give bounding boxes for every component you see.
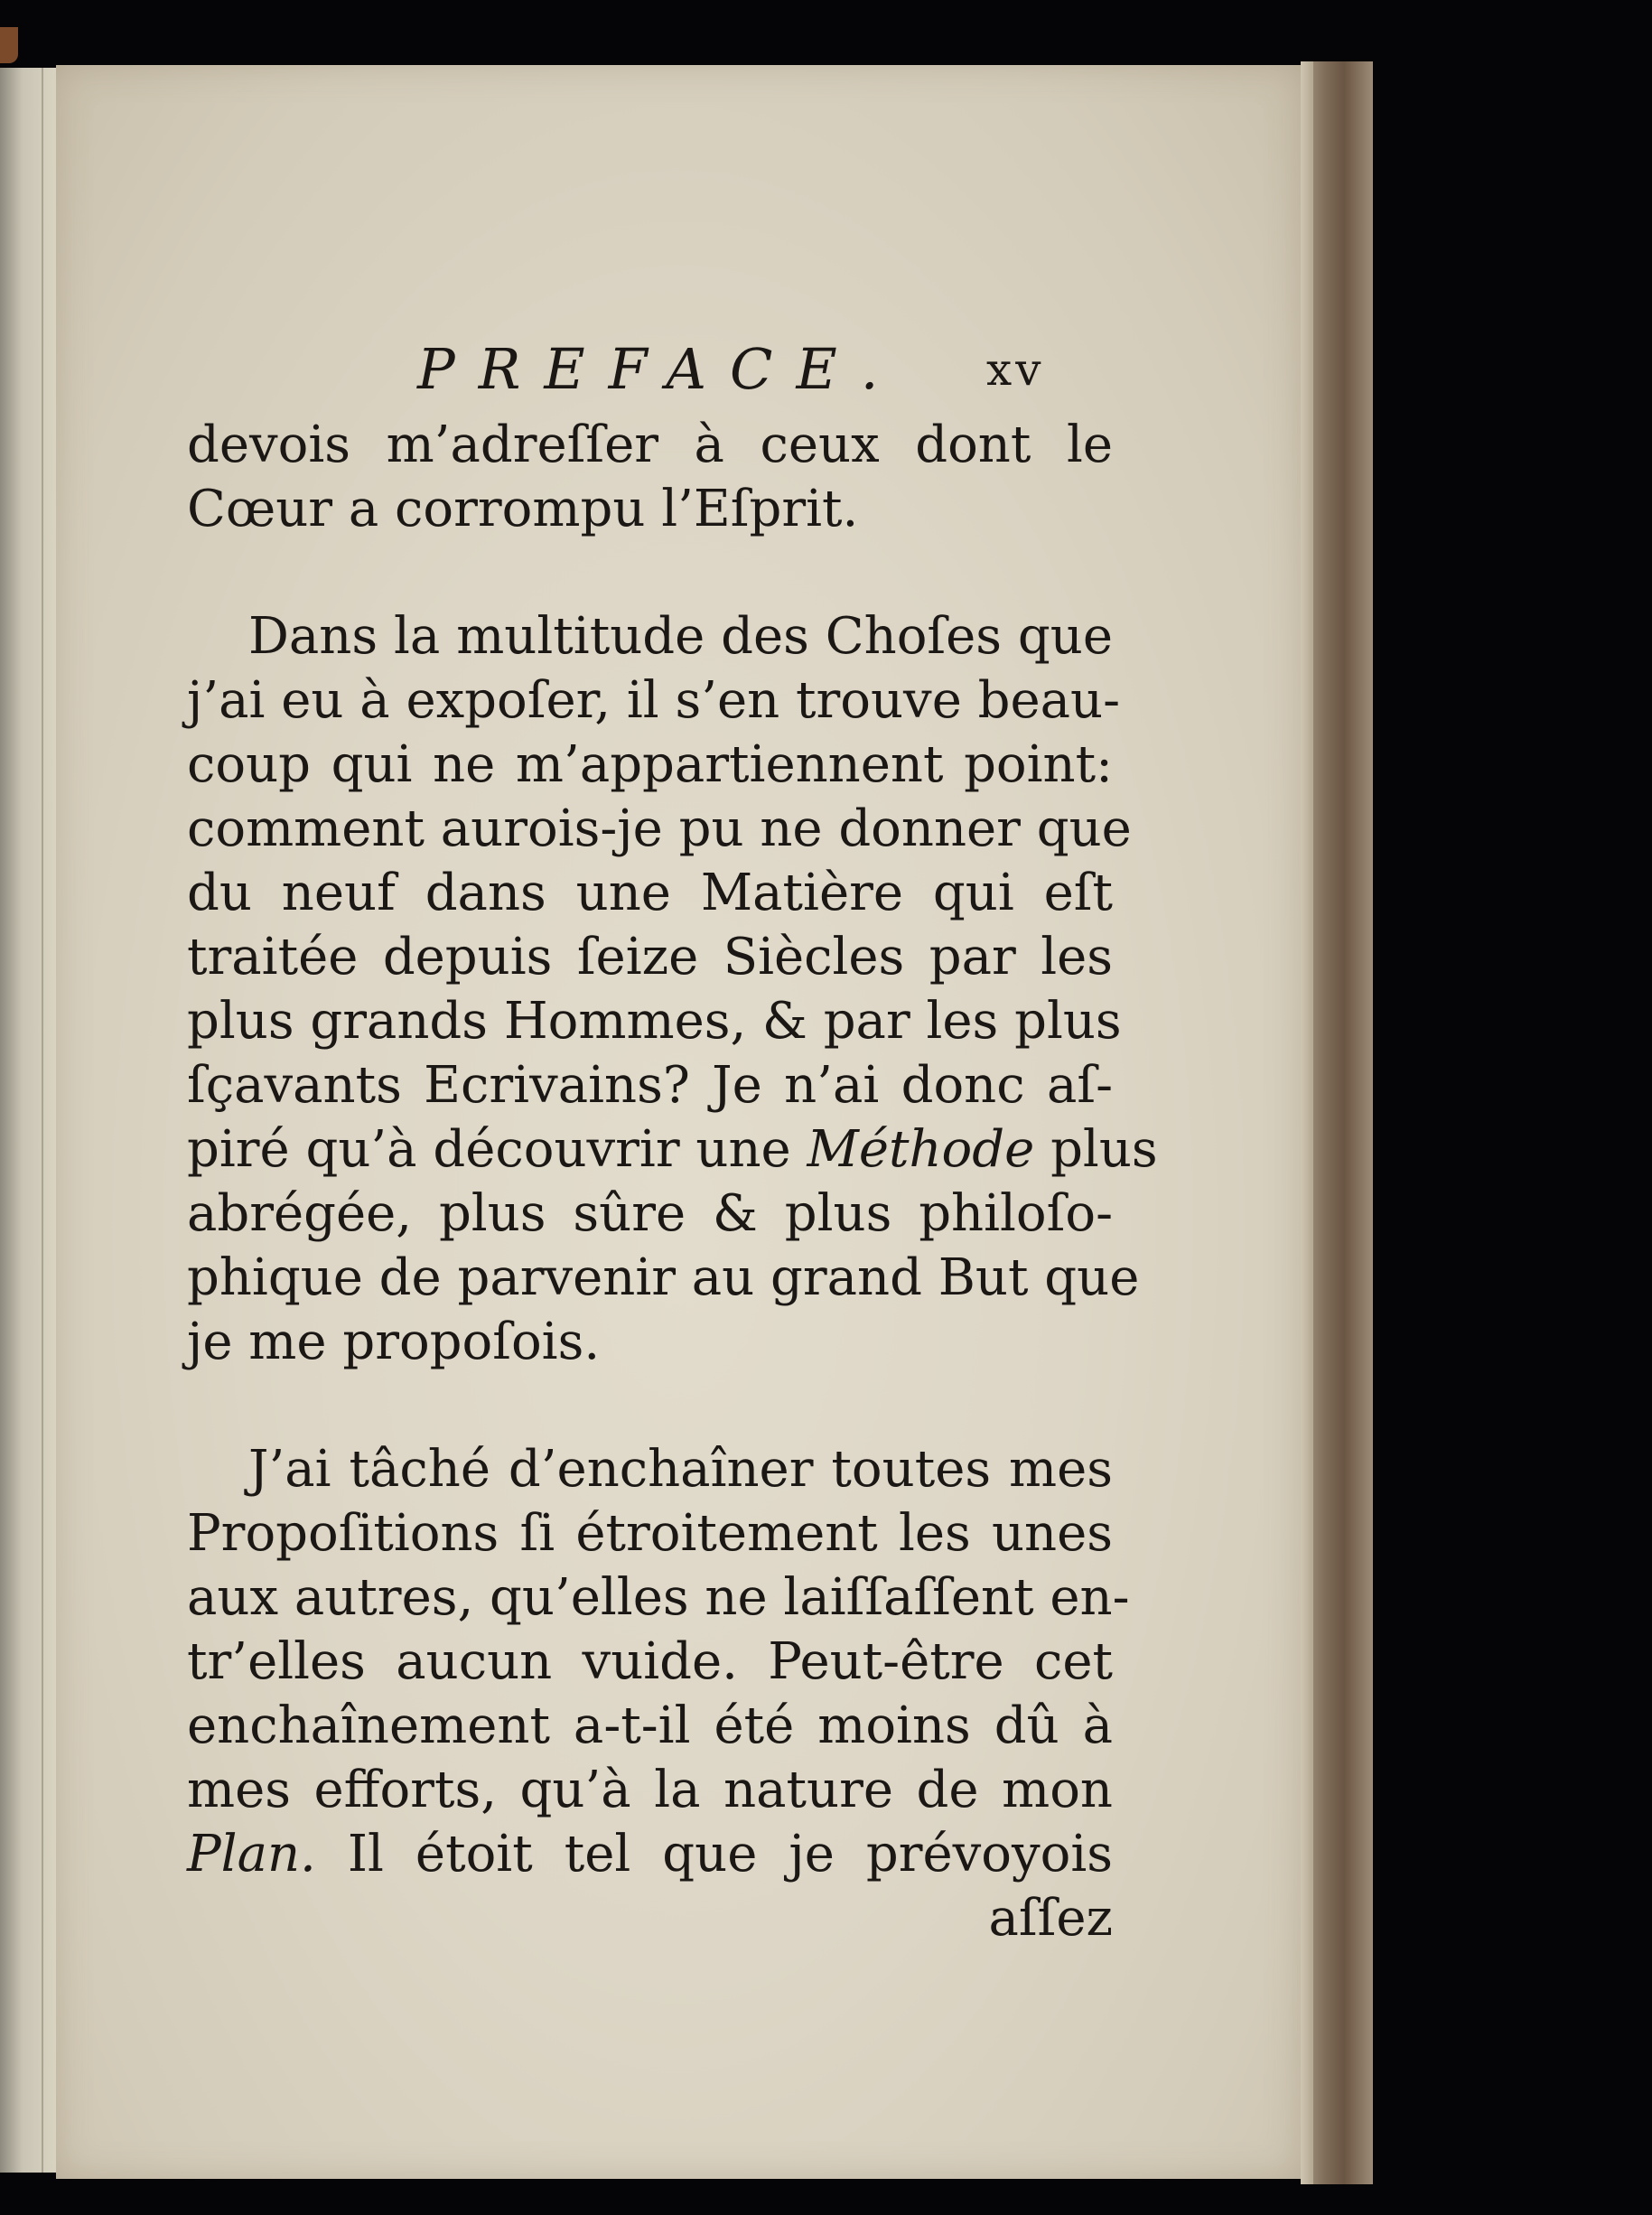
text-line: du neuf dans une Matière qui eſt xyxy=(187,864,1113,922)
paragraph-gap xyxy=(187,1374,1113,1437)
book-spine-edge xyxy=(1301,61,1373,2184)
facing-page-edge xyxy=(0,68,58,2173)
catchword: aſſez xyxy=(988,1889,1113,1948)
text-line: je me propoſois. xyxy=(187,1313,601,1371)
book-page xyxy=(56,65,1301,2179)
italic-word: Méthode xyxy=(807,1120,1035,1179)
text-line-with-italic xyxy=(187,1822,1113,1886)
text-line: mes efforts, qu’à la nature de mon xyxy=(187,1761,1113,1819)
text-line-with-italic xyxy=(187,1117,1158,1182)
text-line: enchaînement a-t-il été moins dû à xyxy=(187,1696,1113,1755)
page-number: xv xyxy=(986,343,1045,396)
text-line: aux autres, qu’elles ne laiſſaſſent en- xyxy=(187,1568,1130,1627)
text-line: Propoſitions ſi étroitement les unes xyxy=(187,1504,1113,1563)
text-line: J’ai tâché d’enchaîner toutes mes xyxy=(248,1440,1113,1499)
text-line: ſçavants Ecrivains? Je n’ai donc aſ- xyxy=(187,1056,1113,1115)
text-segment: piré qu’à découvrir une xyxy=(187,1120,791,1179)
text-line: comment aurois-je pu ne donner que xyxy=(187,799,1132,858)
text-line: abrégée, plus sûre & plus philoſo- xyxy=(187,1184,1113,1243)
body-text xyxy=(187,413,1158,1950)
text-segment: plus xyxy=(1050,1120,1158,1179)
text-line: Cœur a corrompu l’Eſprit. xyxy=(187,480,859,538)
text-line: plus grands Hommes, & par les plus xyxy=(187,992,1122,1051)
binding-corner xyxy=(0,27,18,63)
text-line: j’ai eu à expoſer, il s’en trouve beau- xyxy=(187,671,1120,730)
paragraph-gap xyxy=(187,541,1113,604)
running-title: PREFACE. xyxy=(417,336,902,402)
text-line: Dans la multitude des Choſes que xyxy=(248,607,1113,666)
text-line: tr’elles aucun vuide. Peut-être cet xyxy=(187,1632,1113,1691)
text-segment: Il étoit tel que je prévoyois xyxy=(347,1825,1113,1883)
running-head xyxy=(56,336,1301,408)
italic-word: Plan. xyxy=(187,1825,316,1883)
text-line: devois m’adreſſer à ceux dont le xyxy=(187,416,1113,474)
text-line: traitée depuis ſeize Siècles par les xyxy=(187,928,1113,986)
text-line: coup qui ne m’appartiennent point: xyxy=(187,735,1113,794)
text-line: phique de parvenir au grand But que xyxy=(187,1248,1140,1307)
